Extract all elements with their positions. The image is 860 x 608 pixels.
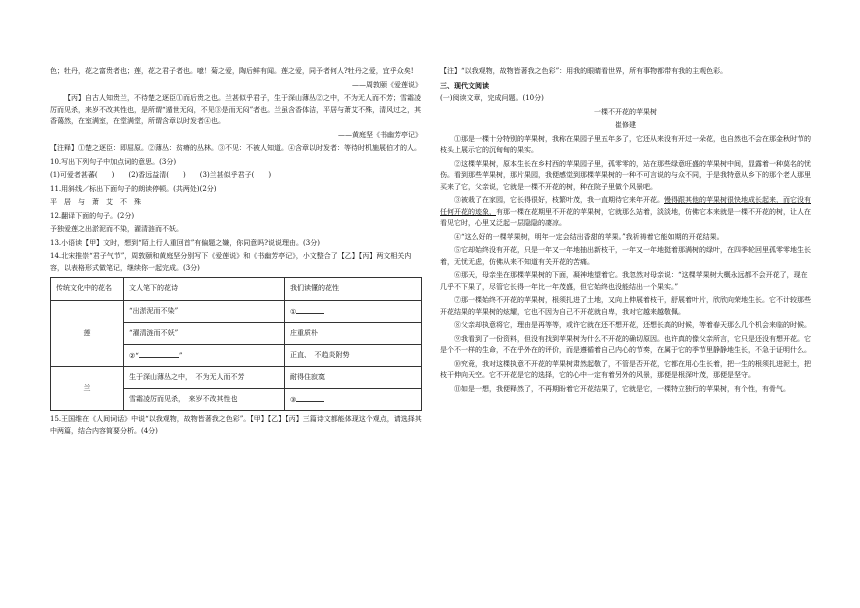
cell-poem: 雪霜凌厉而见杀， 来岁不改其性也 <box>124 389 285 411</box>
table-row <box>51 367 422 389</box>
article-paragraph-3: ③被栽了在家园，它长得很好，枝繁叶茂，我一直期待它来年开花。慢得跟其他的苹果树很快地成长起来，而它没有任何开花的迹象，有那一棵在花期里不开花的苹果树，它就那么站着，淡淡地，仿佛它本来就是一棵不开花的树，让人在看见它时，心里又泛起一层隐隐的凄凉。 <box>440 196 811 227</box>
header-flower-name: 传统文化中的花名 <box>51 278 124 301</box>
underlined-sentence: 慢得跟其他的苹果树很快地成长起来，而它没有任何开花的迹象， <box>440 196 811 216</box>
cell-poem: “濯清涟而不妖” <box>124 323 285 345</box>
article-paragraph-8: ⑧父亲却执意将它，理由是再等等，或许它就在还不想开花，还想长高的时候，等着春天那么几个机会来临的时候。 <box>454 321 811 329</box>
notes-table <box>50 277 422 411</box>
question-15: 15.王国维在《人间词话》中说“以我观物，故物皆著我之色彩”。【甲】【乙】【丙】三篇诗文都能体现这个观点，请选择其中两篇，结合内容简要分析。(4分) <box>50 415 422 435</box>
flower-lotus: 莲 <box>51 301 124 367</box>
article-paragraph-6: ⑥那天，母亲坐在那棵苹果树的下面，凝神地望着它。我忽然对母亲说：“这棵苹果树大概永远都不会开花了，现在几乎不下果了，尽管它长得一年比一年茂盛，但它始终也没能结出一个果实。” <box>440 271 808 291</box>
cell-poem-blank-2[interactable]: ②“ ” <box>124 345 285 367</box>
article-paragraph-10: ⑩究竟，我对这棵执意不开花的苹果树肃然起敬了，不管是否开花，它都在用心生长着，把一生的根须扎进泥土，把枝干伸向天空。它不开花是它的选择，它的心中一定有着另外的风景，那便是根深叶茂，那便是坚守。 <box>440 359 811 379</box>
article-author: 崔修建 <box>615 121 636 129</box>
cell-nature: 庄重质朴 <box>285 323 422 345</box>
question-11-sentence: 平 居 与 萧 艾 不 殊 <box>50 198 141 206</box>
article-paragraph-4: ④“这么好的一棵苹果树，明年一定会结出香甜的苹果。”我祈祷着它能如期的开花结果。 <box>454 232 724 241</box>
header-nature: 我们读懂的花性 <box>285 278 422 301</box>
cell-poem: 生于深山薄丛之中， 不为无人而不芳 <box>124 367 285 389</box>
question-14: 14.北宋推崇“君子气节”，周敦颐和黄庭坚分别写下《爱莲说》和《书幽芳亭记》，小文整合了【乙】【丙】两文相关内容，以表格形式做笔记，继续你一起完成。(3分) <box>50 252 412 272</box>
source-youfangtingji: ——黄庭坚《书幽芳亭记》 <box>338 130 422 139</box>
right-column <box>440 66 811 397</box>
article-paragraph-7: ⑦那一棵始终不开花的苹果树，根须扎进了土地，又向上伸展着枝干，舒展着叶片，欣欣向荣地生长。它不计较那些开花结果的苹果树的炫耀，它也不因为自己不开花就自卑，我对它越来越敬佩。 <box>440 296 811 316</box>
source-ailianshuo: ——周敦颐《爱莲说》 <box>352 80 422 89</box>
question-13: 13.小语读【甲】文时，想到“陌上行人重回首”有偏题之嫌，你同意吗?说说理由。(3分) <box>50 238 320 247</box>
question-11: 11.用斜线／标出下面句子的朗读停顿。(共两处)(2分) <box>50 184 217 193</box>
subsection-heading: (一)阅读文章，完成问题。(10分) <box>440 94 544 102</box>
paragraph-bing: 【丙】自古人知贵兰，不待楚之逐臣①而后贵之也。兰甚似乎君子，生于深山薄丛②之中，不为无人而不芳；雪霜凌厉而见杀，来岁不改其性也，是所谓“遁世无闷，不见③是而无闷”者也。兰虽含香体洁，平居与萧艾不殊，清风过之，其香蔼然，在室满室，在堂满堂，所谓含章以时发者④也。 <box>50 94 422 125</box>
section-heading: 三、现代文阅读 <box>440 80 489 90</box>
answer-blank-2[interactable] <box>139 349 179 358</box>
article-paragraph-9: ⑨我看到了一份资料，但没有找到苹果树为什么不开花的确切原因。也许真的像父亲所言，它只是还没有想开花。它是个不一样的生命，不在乎外在的评价，而是遵循着自己内心的节奏，在属于它的季节里静静地生长，不急于证明什么。 <box>440 334 811 354</box>
cell-nature: 正直、 不趋炎附势 <box>285 345 422 367</box>
annotation: 【注释】①楚之逐臣：即屈原。②薄丛：贫瘠的丛林。③不见：不被人知道。④含章以时发者：等待时机施展伯才的人。 <box>50 144 421 152</box>
question-12-sentence: 予独爱莲之出淤泥而不染，濯清涟而不妖。 <box>50 225 183 233</box>
cell-nature: 耐得住寂寞 <box>285 367 422 389</box>
answer-blank-3[interactable] <box>296 393 324 402</box>
question-10-items: (1)可爱者甚蕃( ) (2)香远益清( ) (3)兰甚似乎君子( ) <box>50 171 272 179</box>
article-paragraph-5: ⑤它却始终没有开花，只是一年又一年地抽出新枝干，一年又一年地挺着那满树的绿叶，在四季轮回里孤零零地生长着，无忧无虑，仿佛从来不知道有关开花的苦痛。 <box>440 246 811 266</box>
flower-orchid: 兰 <box>51 367 124 411</box>
cell-nature-blank-3[interactable]: ③ <box>285 389 422 411</box>
table-row <box>51 301 422 323</box>
answer-blank-1[interactable] <box>296 305 324 314</box>
article-title: 一棵不开花的苹果树 <box>594 107 657 116</box>
paragraph-yi-end: 色；牡丹，花之富贵者也；莲，花之君子者也。噫！菊之爱，陶后鲜有闻。莲之爱，同予者何人?牡丹之爱，宜乎众矣! <box>50 67 414 75</box>
table-header-row <box>51 278 422 301</box>
article-paragraph-2: ②这棵苹果树，原本生长在乡村西的苹果园子里，孤零零的，站在那些绿意旺盛的苹果树中间，显露着一种莫名的忧伤。看到那些苹果树，那片果园，我便感觉到那棵苹果树的一种不可言说的与众不同，于是我特意从乡下的那个老人那里买来了它，父亲说，它就是一棵不开花的树，种在院子里做个风景吧。 <box>440 159 811 191</box>
header-poem: 文人笔下的花诗 <box>124 278 285 301</box>
annotation-wangguowei: 【注】“以我观物，故物皆著我之色彩”：用我的眼睛看世界，所有事物都带有我的主观色彩。 <box>440 67 728 75</box>
article-paragraph-11: ⑪如是一想，我便释然了，不再期盼着它开花结果了，它就是它，一棵特立独行的苹果树，有个性，有骨气。 <box>454 384 790 393</box>
cell-poem: “出淤泥而不染” <box>124 301 285 323</box>
question-10: 10.写出下列句子中加点词的意思。(3分) <box>50 157 177 166</box>
cell-nature-blank-1[interactable]: ① <box>285 301 422 323</box>
question-12: 12.翻译下面的句子。(2分) <box>50 211 135 220</box>
left-column <box>50 66 422 439</box>
article-paragraph-1: ①那是一棵十分特别的苹果树，我称在果园子里五年多了，它还从来没有开过一朵花，也自然也不会在那金秋时节的枝头上展示它的沉甸甸的果实。 <box>440 134 811 154</box>
